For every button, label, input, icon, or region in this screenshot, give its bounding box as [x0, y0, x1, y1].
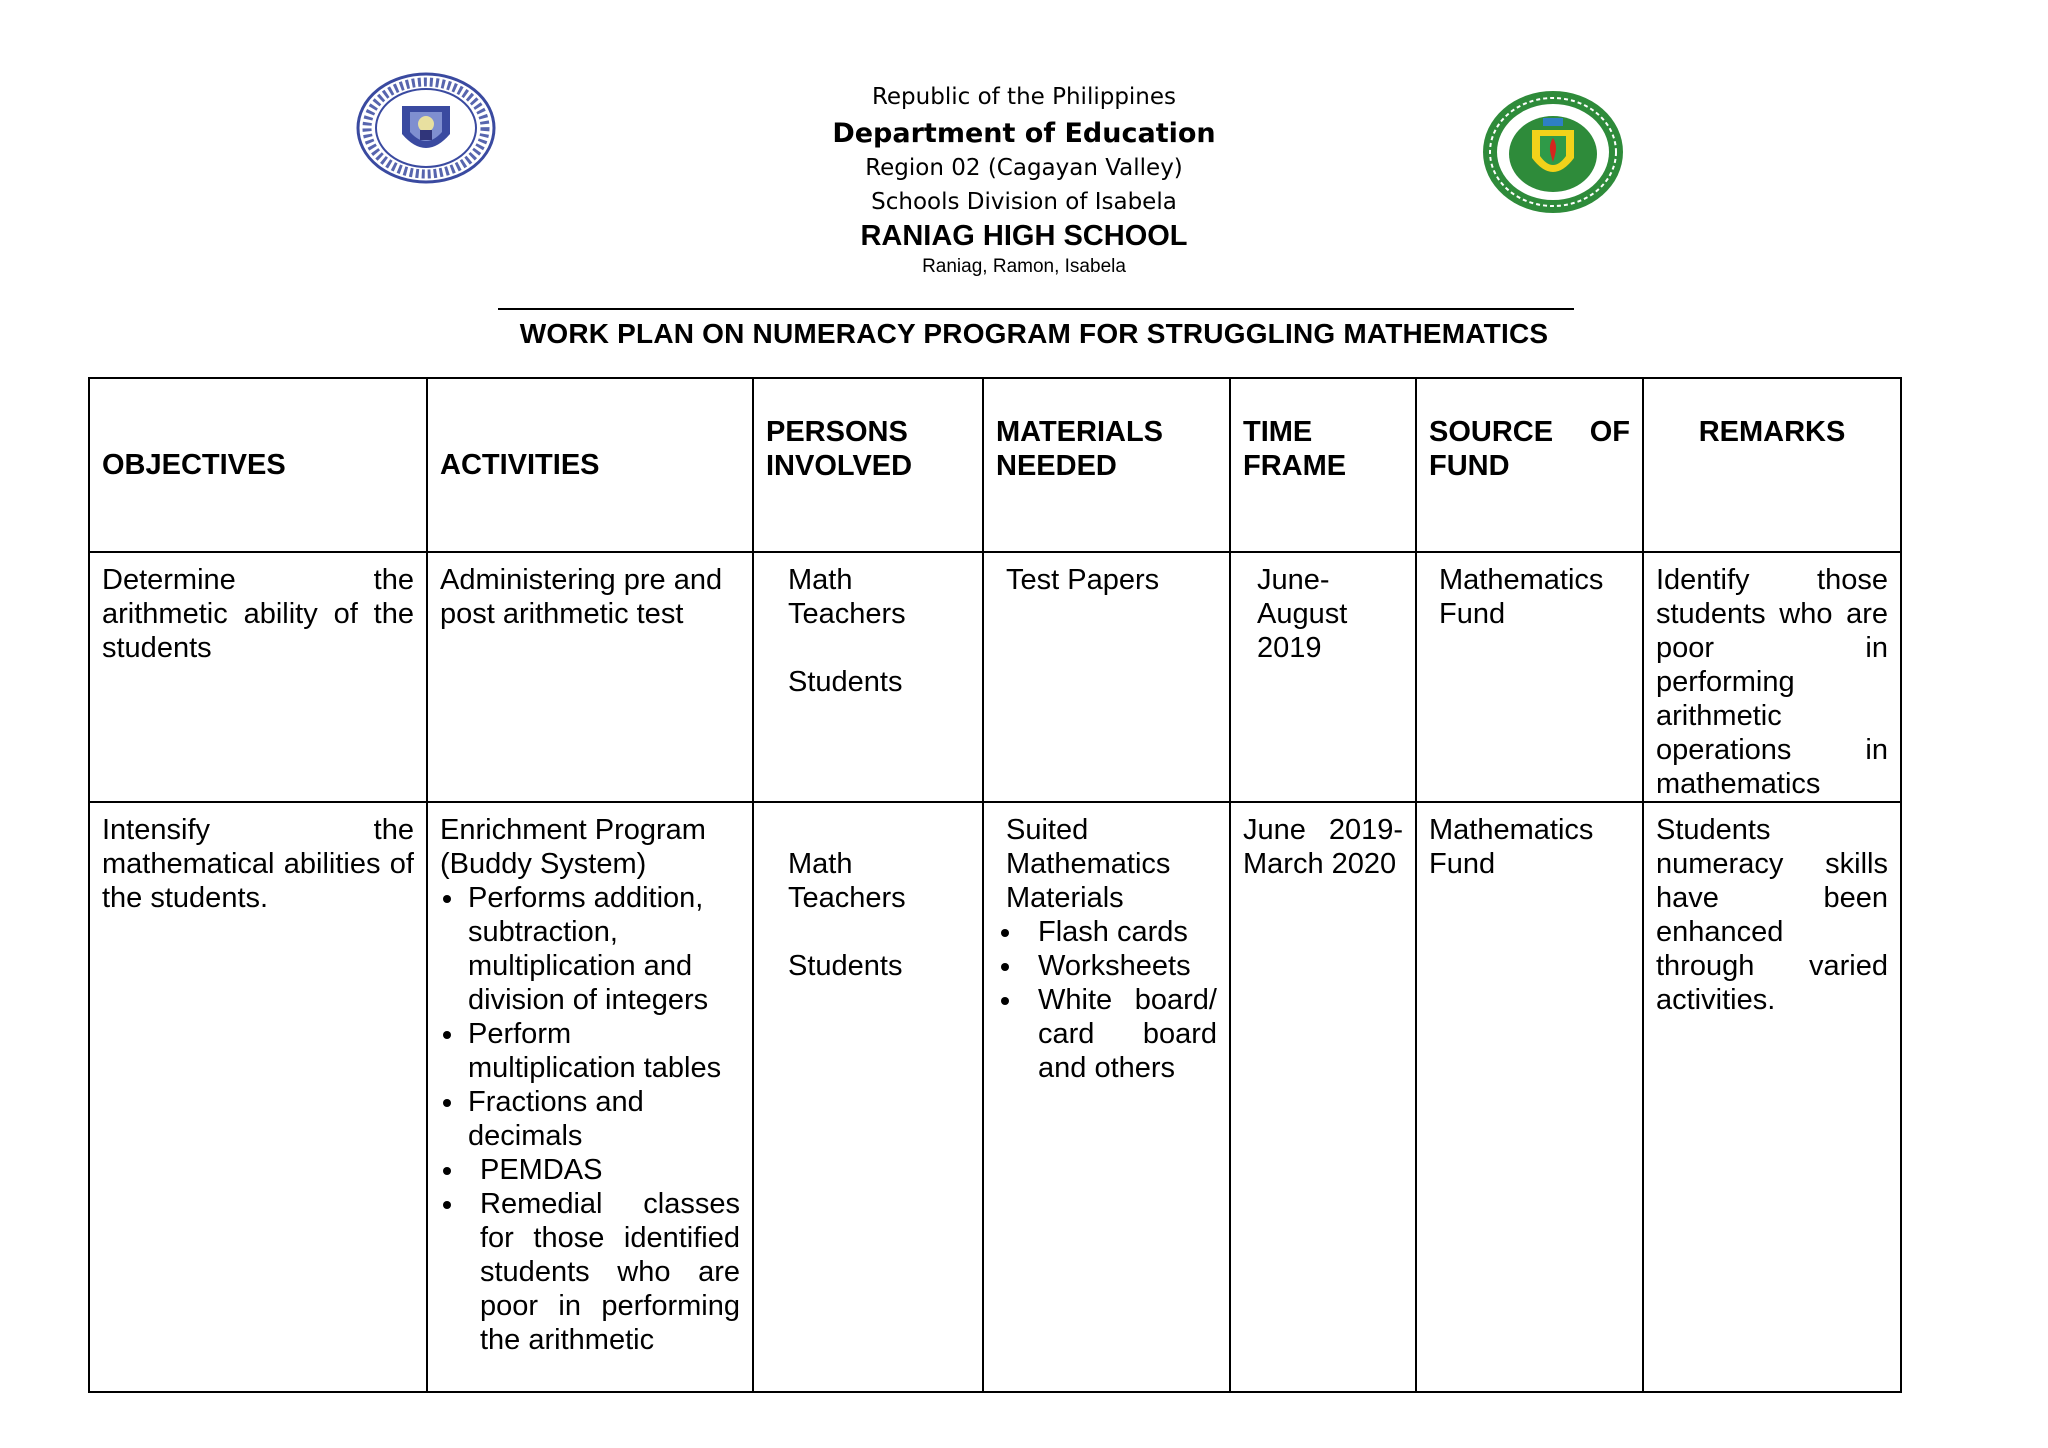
list-item: • Remedial classes for those identified students who are poor in performing the arithmetic: [466, 1187, 740, 1357]
remarks-cell: Identify those students who are poor in performing arithmetic operations in mathematics: [1656, 564, 1888, 800]
region-line: Region 02 (Cagayan Valley): [865, 155, 1183, 181]
republic-line: Republic of the Philippines: [871, 84, 1177, 110]
persons-teachers: Math Teachers: [788, 564, 906, 630]
division-line: Schools Division of Isabela: [871, 189, 1177, 215]
school-address: Raniag, Ramon, Isabela: [922, 256, 1126, 277]
list-item: • PEMDAS: [466, 1153, 740, 1187]
materials-title: Suited Mathematics Materials: [1006, 814, 1171, 914]
persons-students: Students: [788, 950, 903, 982]
header-persons: PERSONS INVOLVED: [753, 378, 983, 552]
list-item: • White board/ card board and others: [1024, 983, 1217, 1085]
activity-title: Enrichment Program (Buddy System): [440, 814, 706, 880]
objective-cell: Determine the arithmetic ability of the students: [102, 564, 414, 664]
remarks-cell: Students numeracy skills have been enhanced through varied activities.: [1656, 814, 1888, 1016]
list-item: • Perform multiplication tables: [466, 1017, 740, 1085]
list-item: • Performs addition, subtraction, multiplication and division of integers: [466, 881, 740, 1017]
header-source: SOURCE OF FUND: [1416, 378, 1643, 552]
header-remarks: REMARKS: [1643, 378, 1901, 552]
persons-students: Students: [788, 666, 903, 698]
materials-cell: Test Papers: [1006, 564, 1160, 596]
header-divider: [498, 308, 1574, 310]
activity-list: [440, 881, 740, 1357]
header-time: TIME FRAME: [1230, 378, 1416, 552]
list-item: • Fractions and decimals: [466, 1085, 740, 1153]
persons-teachers: Math Teachers: [788, 848, 906, 914]
list-item: • Worksheets: [1024, 949, 1217, 983]
source-of-fund-cell: Mathematics Fund: [1439, 564, 1604, 630]
header-activities: ACTIVITIES: [427, 378, 753, 552]
school-name: RANIAG HIGH SCHOOL: [860, 220, 1188, 252]
materials-list: [1006, 915, 1217, 1085]
objective-cell: Intensify the mathematical abilities of the students.: [102, 814, 414, 914]
table-row: [89, 802, 1901, 1392]
activity-cell: Administering pre and post arithmetic test: [440, 564, 723, 630]
work-plan-table: [88, 377, 1902, 1393]
document-title: WORK PLAN ON NUMERACY PROGRAM FOR STRUGGLING MATHEMATICS: [519, 318, 1549, 349]
letterhead: [0, 86, 2048, 276]
source-of-fund-cell: Mathematics Fund: [1429, 814, 1594, 880]
header-materials: MATERIALS NEEDED: [983, 378, 1230, 552]
time-frame-cell: June 2019- March 2020: [1243, 814, 1403, 880]
time-frame-cell: June- August 2019: [1257, 564, 1348, 664]
list-item: • Flash cards: [1024, 915, 1217, 949]
table-header-row: [89, 378, 1901, 552]
table-row: [89, 552, 1901, 802]
department-name: Department of Education: [832, 118, 1216, 149]
header-objectives: OBJECTIVES: [89, 378, 427, 552]
